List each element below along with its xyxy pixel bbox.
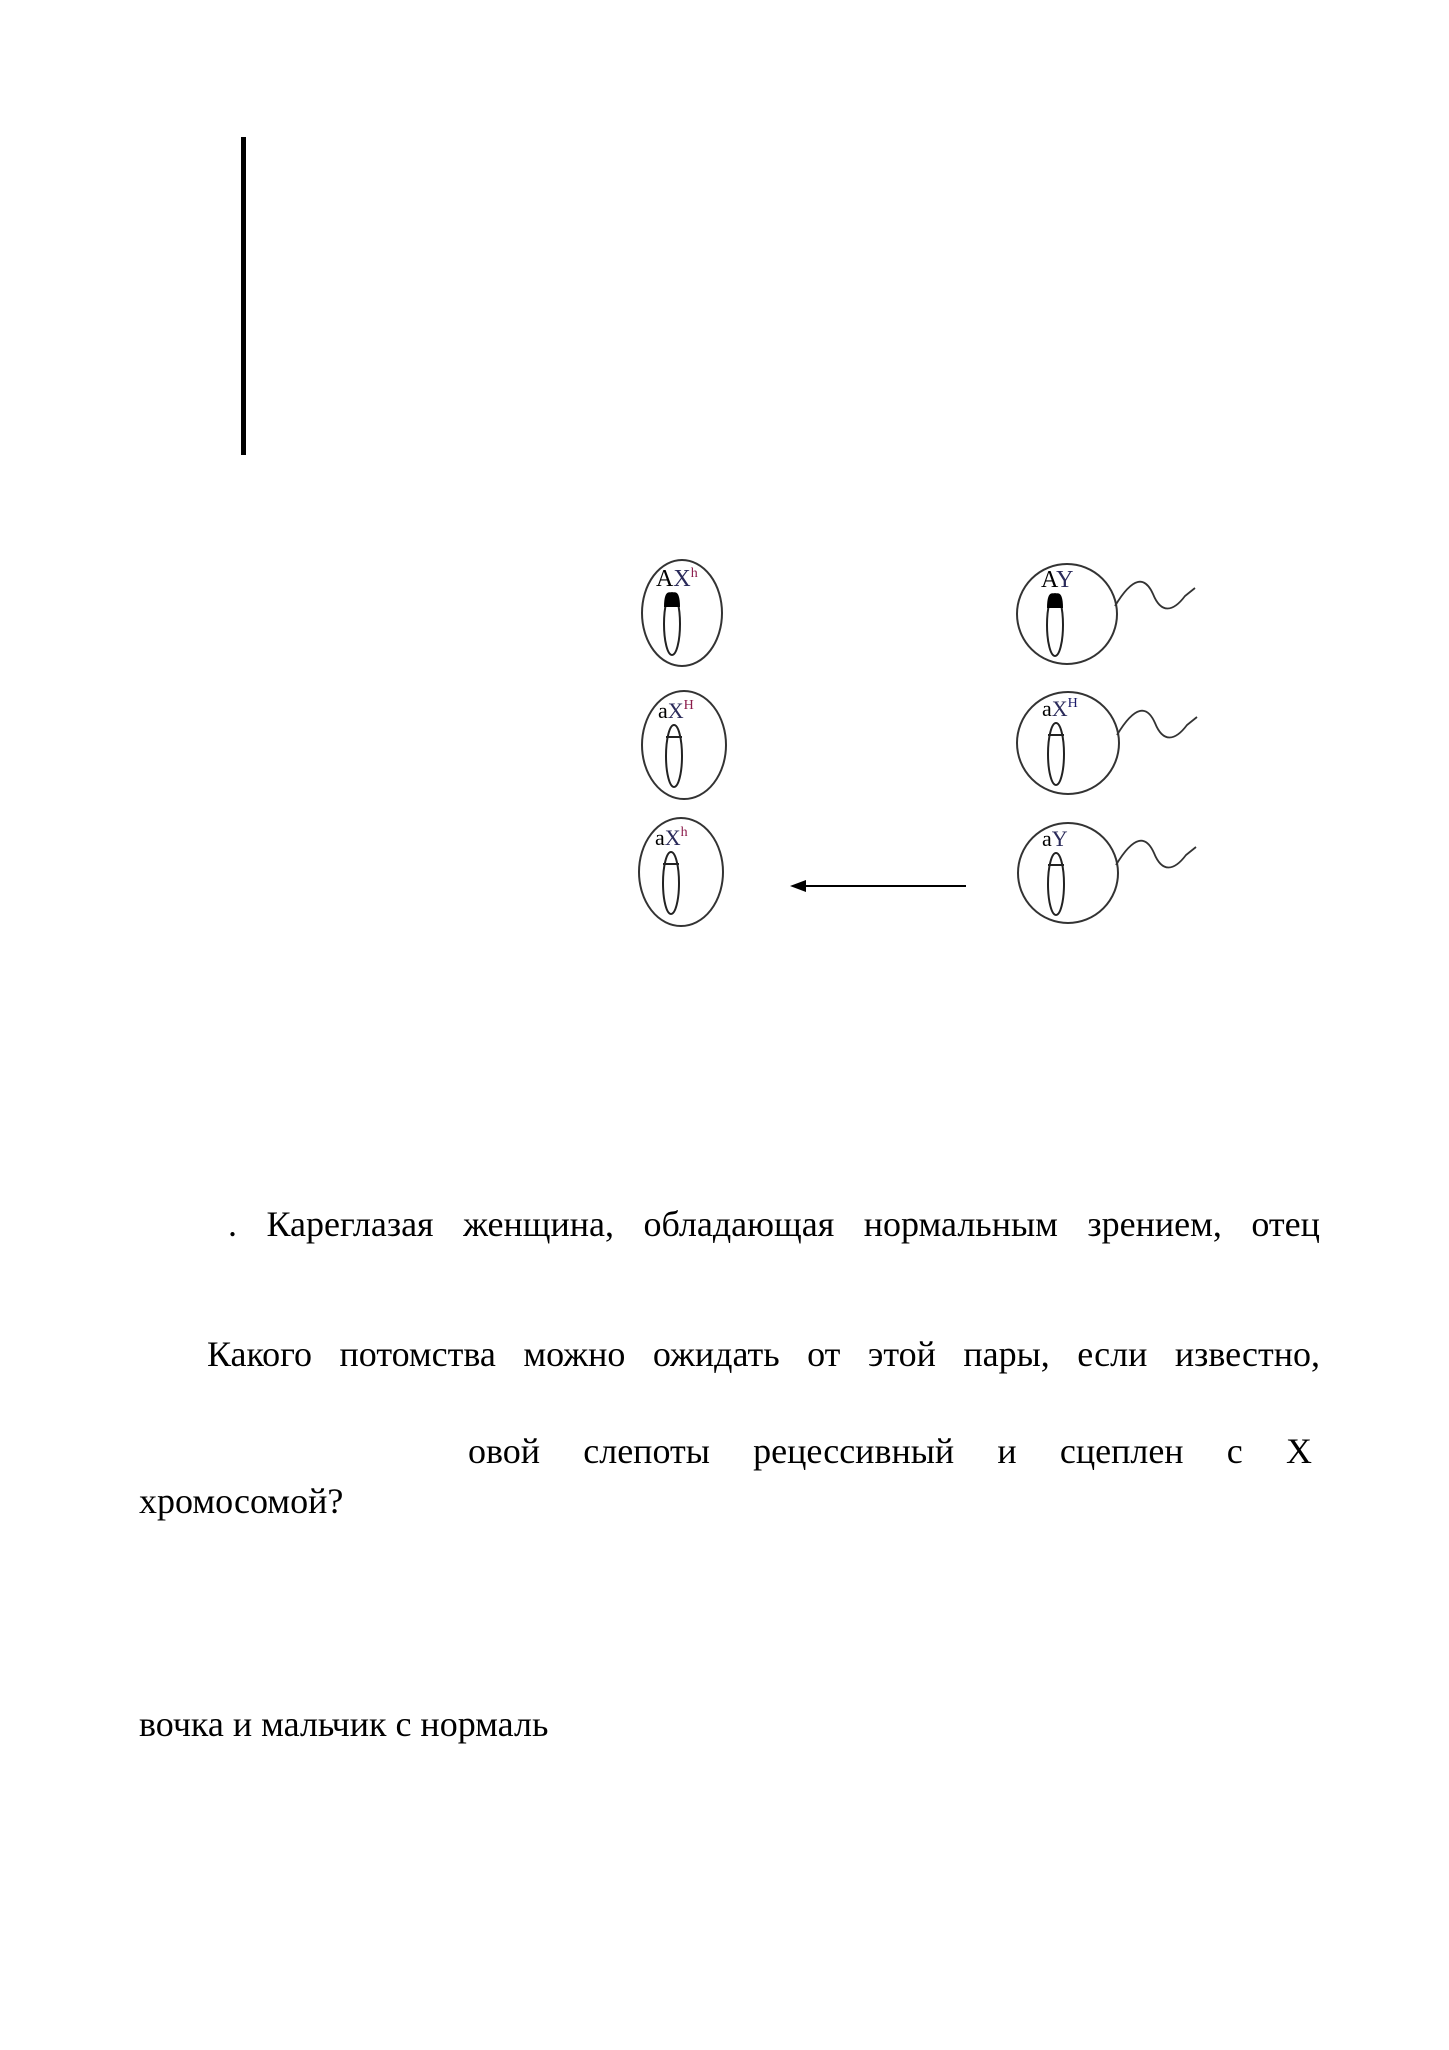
word: и bbox=[997, 1431, 1017, 1471]
genotype-label: AY bbox=[1041, 567, 1074, 593]
cell-outline bbox=[1018, 823, 1118, 923]
gamete-female-2 bbox=[642, 691, 726, 799]
genotype-label: $aX^H$ bbox=[1042, 696, 1078, 721]
chromosome bbox=[666, 725, 682, 787]
text-line-5: вочка и мальчик с нормаль bbox=[139, 1704, 549, 1744]
genotype-label: $AX^h$ bbox=[656, 566, 698, 592]
arrow-head bbox=[790, 880, 806, 892]
sperm-tail bbox=[1115, 582, 1195, 609]
sperm-tail bbox=[1116, 841, 1196, 868]
arrow bbox=[790, 880, 966, 892]
word: ожидать bbox=[652, 1334, 780, 1374]
word: X bbox=[1286, 1431, 1312, 1471]
word: с bbox=[1226, 1431, 1243, 1471]
word: этой bbox=[867, 1334, 936, 1374]
word: рецессивный bbox=[753, 1431, 955, 1471]
word: если bbox=[1077, 1334, 1148, 1374]
word: Какого bbox=[207, 1334, 313, 1374]
gamete-female-3 bbox=[639, 818, 723, 926]
word: нормальным bbox=[863, 1204, 1058, 1244]
gamete-diagram bbox=[0, 0, 1449, 1000]
sperm-tail bbox=[1117, 711, 1197, 738]
text-line-3 bbox=[468, 1430, 1312, 1472]
word: овой bbox=[468, 1431, 541, 1471]
gamete-male-2 bbox=[1017, 692, 1197, 794]
word: . bbox=[228, 1204, 237, 1244]
gamete-female-1 bbox=[642, 560, 722, 666]
word: зрением, bbox=[1087, 1204, 1222, 1244]
gamete-male-1 bbox=[1017, 564, 1195, 664]
chromosome bbox=[1048, 723, 1064, 785]
word: от bbox=[807, 1334, 841, 1374]
word: сцеплен bbox=[1059, 1431, 1184, 1471]
word: потомства bbox=[339, 1334, 496, 1374]
text-line-4: хромосомой? bbox=[139, 1481, 344, 1521]
genotype-label: $aX^H$ bbox=[658, 698, 694, 723]
genotype-label: $aX^h$ bbox=[655, 825, 688, 850]
word: пары, bbox=[963, 1334, 1050, 1374]
word: женщина, bbox=[463, 1204, 614, 1244]
centromere-fill bbox=[1047, 593, 1063, 608]
centromere-fill bbox=[664, 592, 680, 607]
word: известно, bbox=[1174, 1334, 1320, 1374]
gamete-male-3 bbox=[1018, 823, 1196, 923]
chromosome bbox=[1048, 853, 1064, 915]
word: слепоты bbox=[583, 1431, 710, 1471]
text-line-1 bbox=[228, 1203, 1320, 1245]
text-line-2 bbox=[207, 1333, 1320, 1375]
chromosome bbox=[663, 852, 679, 914]
word: отец bbox=[1251, 1204, 1320, 1244]
genotype-label: aY bbox=[1042, 826, 1068, 851]
word: можно bbox=[523, 1334, 626, 1374]
word: обладающая bbox=[643, 1204, 835, 1244]
word: Кареглазая bbox=[266, 1204, 434, 1244]
